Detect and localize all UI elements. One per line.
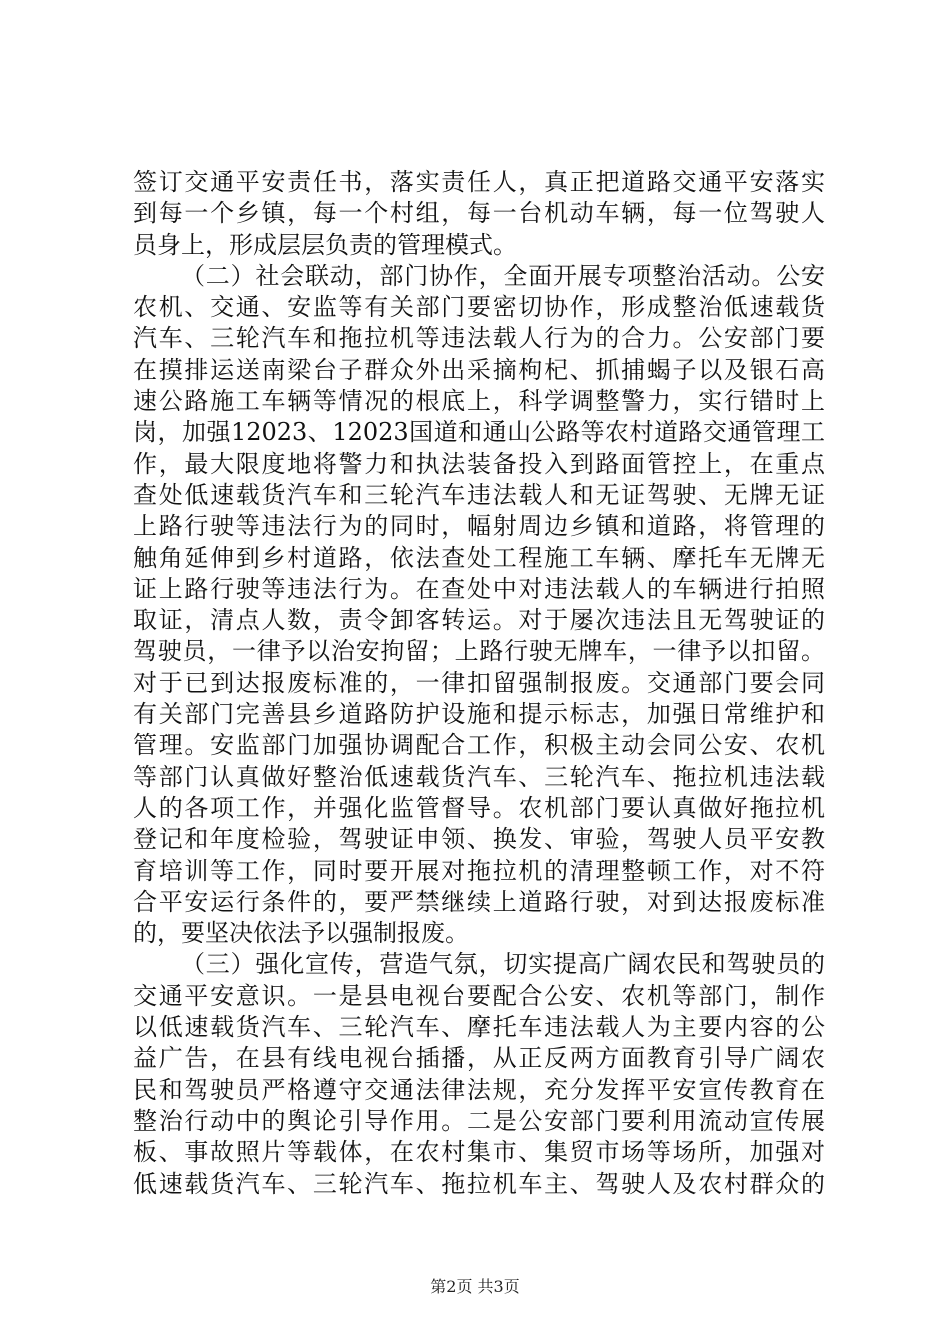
- text-line: 合平安运行条件的，要严禁继续上道路行驶，对到达报废标准: [133, 887, 825, 916]
- text-line: 交通平安意识。一是县电视台要配合公安、农机等部门，制作: [133, 981, 825, 1010]
- section-heading-line: （三）强化宣传，营造气氛，切实提高广阔农民和驾驶员的: [181, 950, 825, 979]
- text-line: 低速载货汽车、三轮汽车、拖拉机车主、驾驶人及农村群众的: [133, 1169, 825, 1198]
- text-line: 益广告，在县有线电视台插播，从正反两方面教育引导广阔农: [133, 1044, 825, 1073]
- text-line: 查处低速载货汽车和三轮汽车违法载人和无证驾驶、无牌无证: [133, 480, 825, 509]
- text-line: 签订交通平安责任书，落实责任人，真正把道路交通平安落实: [133, 168, 825, 196]
- text-line: 汽车、三轮汽车和拖拉机等违法载人行为的合力。公安部门要: [133, 324, 825, 353]
- text-line: 取证，清点人数，责令卸客转运。对于屡次违法且无驾驶证的: [133, 606, 825, 635]
- text-line: 员身上，形成层层负责的管理模式。: [133, 230, 517, 259]
- text-line: 等部门认真做好整治低速载货汽车、三轮汽车、拖拉机违法载: [133, 762, 825, 791]
- text-line: 证上路行驶等违法行为。在查处中对违法载人的车辆进行拍照: [133, 574, 825, 603]
- text-line: 岗，加强12023、12023国道和通山公路等农村道路交通管理工: [133, 418, 825, 447]
- text-line: 触角延伸到乡村道路，依法查处工程施工车辆、摩托车无牌无: [133, 543, 825, 572]
- text-line: 以低速载货汽车、三轮汽车、摩托车违法载人为主要内容的公: [133, 1013, 825, 1042]
- text-line: 登记和年度检验，驾驶证申领、换发、审验，驾驶人员平安教: [133, 825, 825, 854]
- text-line: 板、事故照片等载体，在农村集市、集贸市场等场所，加强对: [133, 1138, 825, 1167]
- text-line: 作，最大限度地将警力和执法装备投入到路面管控上，在重点: [133, 449, 825, 478]
- text-line: 的，要坚决依法予以强制报废。: [133, 919, 469, 948]
- text-line: 上路行驶等违法行为的同时，幅射周边乡镇和道路，将管理的: [133, 512, 825, 541]
- document-body: [133, 167, 825, 1200]
- text-line: 民和驾驶员严格遵守交通法律法规，充分发挥平安宣传教育在: [133, 1075, 825, 1104]
- text-line: 人的各项工作，并强化监管督导。农机部门要认真做好拖拉机: [133, 793, 825, 822]
- text-line: 管理。安监部门加强协调配合工作，积极主动会同公安、农机: [133, 731, 825, 760]
- text-line: 育培训等工作，同时要开展对拖拉机的清理整顿工作，对不符: [133, 856, 825, 885]
- text-line: 到每一个乡镇，每一个村组，每一台机动车辆，每一位驾驶人: [133, 199, 825, 228]
- section-heading-line: （二）社会联动，部门协作，全面开展专项整治活动。公安: [181, 261, 825, 290]
- page-number-footer: 第2页 共3页: [430, 1277, 520, 1296]
- text-line: 在摸排运送南梁台子群众外出采摘枸杞、抓捕蝎子以及银石高: [133, 355, 825, 384]
- text-line: 驾驶员，一律予以治安拘留；上路行驶无牌车，一律予以扣留。: [133, 637, 825, 666]
- text-line: 整治行动中的舆论引导作用。二是公安部门要利用流动宣传展: [133, 1106, 825, 1135]
- text-line: 农机、交通、安监等有关部门要密切协作，形成整治低速载货: [133, 293, 825, 322]
- text-line: 速公路施工车辆等情况的根底上，科学调整警力，实行错时上: [133, 387, 825, 416]
- text-line: 有关部门完善县乡道路防护设施和提示标志，加强日常维护和: [133, 700, 825, 729]
- text-line: 对于已到达报废标准的，一律扣留强制报废。交通部门要会同: [133, 668, 825, 697]
